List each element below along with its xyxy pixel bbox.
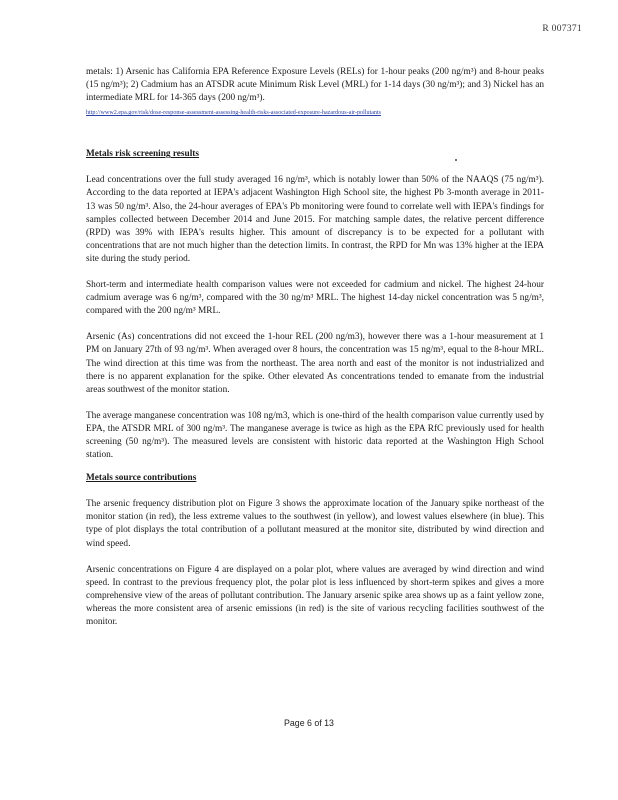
manganese-paragraph: The average manganese concentration was 108 ng/m3, which is one-third of the health comparison value currently used by EPA, the ATSDR MRL of 300 ng/m³. The manganese average is twice as high as the EPA RfC previously used for health screening (50 ng/m³). The measured levels are consistent with historic data reported at the Washington High School station. bbox=[86, 410, 544, 461]
source-section-heading: Metals source contributions bbox=[86, 473, 197, 484]
lead-paragraph: Lead concentrations over the full study averaged 16 ng/m³, which is notably lower than 50% of the NAAQS (75 ng/m³). According to the data reported at IEPA's adjacent Washington High School site, the highest Pb 3-month average in 2011-13 was 50 ng/m³. Also, the 24-hour averages of EPA's Pb monitoring were found to correlate well with IEPA's findings for samples collected between December 2014 and June 2015. For matching sample dates, the relative percent difference (RPD) was 39% with IEPA's results higher. This amount of discrepancy is to be expected for a pollutant with concentrations that are not much higher than the detection limits. In contrast, the RPD for Mn was 13% higher at the IEPA site during the study period. bbox=[86, 175, 544, 264]
risk-section-heading: Metals risk screening results bbox=[86, 149, 200, 160]
cadmium-nickel-paragraph: Short-term and intermediate health comparison values were not exceeded for cadmium and nickel. The highest 24-hour cadmium average was 6 ng/m³, compared with the 30 ng/m³ MRL. The highest 14-day nickel concentration was 5 ng/m³, compared with the 200 ng/m³ MRL. bbox=[86, 280, 544, 317]
frequency-plot-paragraph: The arsenic frequency distribution plot on Figure 3 shows the approximate location of the January spike northeast of the monitor station (in red), the less extreme values to the southwest (in yellow), and lowest values elsewhere (in blue). This type of plot displays the total contribution of a pollutant measured at the monitor site, distributed by wind direction and wind speed. bbox=[86, 499, 544, 549]
page-number: Page 6 of 13 bbox=[284, 718, 334, 728]
polar-plot-paragraph: Arsenic concentrations on Figure 4 are displayed on a polar plot, where values are averaged by wind direction and wind speed. In contrast to the previous frequency plot, the polar plot is less influenced by short-term spikes and gives a more comprehensive view of the areas of pollutant contribution. The January arsenic spike area shows up as a faint yellow zone, whereas the more consistent area of arsenic emissions (in red) is the site of various recycling facilities southwest of the monitor. bbox=[86, 564, 544, 627]
page-body bbox=[86, 66, 544, 642]
intro-paragraph: metals: 1) Arsenic has California EPA Reference Exposure Levels (RELs) for 1-hour peaks (200 ng/m³) and 8-hour peaks (15 ng/m³); 2) Cadmium has an ATSDR acute Minimum Risk Level (MRL) for 1-14 days (30 ng/m³); and 3) Nickel has an intermediate MRL for 14-365 days (200 ng/m³). bbox=[86, 67, 544, 104]
epa-reference-link[interactable]: http://www2.epa.gov/risk/dose-response-assessment-assessing-health-risks-associated-exposure-hazardous-air-pollutants bbox=[86, 110, 382, 117]
arsenic-paragraph: Arsenic (As) concentrations did not exceed the 1-hour REL (200 ng/m3), however there was a 1-hour measurement at 1 PM on January 27th of 93 ng/m³. When averaged over 8 hours, the concentration was 15 ng/m³, equal to the 8-hour MRL. The wind direction at this time was from the northeast. The area north and east of the monitor is not industrialized and there is no apparent explanation for the spike. Other elevated As concentrations tended to emanate from the industrial areas southwest of the monitor station. bbox=[86, 332, 544, 395]
document-id: R 007371 bbox=[542, 24, 582, 34]
